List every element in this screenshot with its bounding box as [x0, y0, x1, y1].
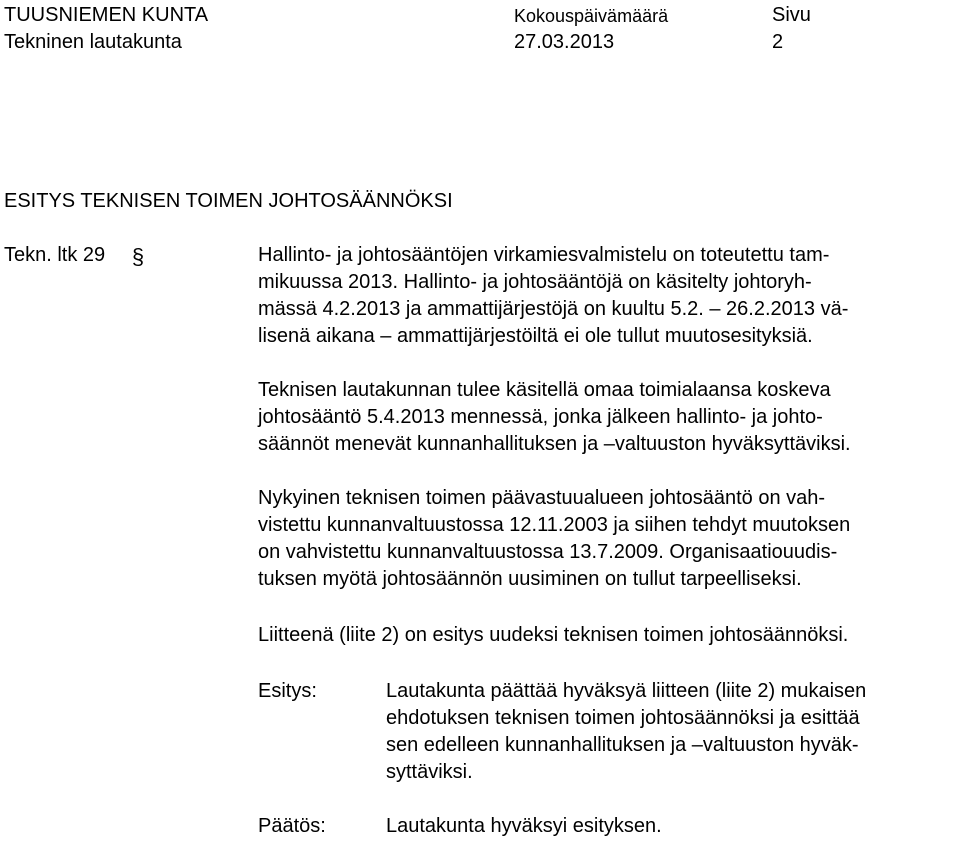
- text-line: lisenä aikana – ammattijärjestöiltä ei ole tullut muutosesityksiä.: [258, 325, 813, 347]
- decision-label: Päätös:: [258, 815, 326, 837]
- document-title: ESITYS TEKNISEN TOIMEN JOHTOSÄÄNNÖKSI: [4, 190, 453, 212]
- text-line: Hallinto- ja johtosääntöjen virkamiesvalmistelu on toteutettu tam-: [258, 244, 830, 266]
- text-line: Nykyinen teknisen toimen päävastuualueen johtosääntö on vah-: [258, 487, 826, 509]
- text-line: säännöt menevät kunnanhallituksen ja –valtuuston hyväksyttäviksi.: [258, 433, 851, 455]
- meeting-date: 27.03.2013: [514, 31, 615, 53]
- date-label: Kokouspäivämäärä: [514, 6, 669, 26]
- text-line: johtosääntö 5.4.2013 mennessä, jonka jälkeen hallinto- ja johto-: [258, 406, 823, 428]
- paragraph-deadline: [258, 377, 958, 458]
- page-label: Sivu: [772, 4, 811, 26]
- section-sign-icon: [130, 243, 146, 271]
- paragraph-current-rules: [258, 485, 958, 593]
- text-line: mässä 4.2.2013 ja ammattijärjestöjä on kuultu 5.2. – 26.2.2013 vä-: [258, 298, 849, 320]
- item-reference: Tekn. ltk 29: [4, 244, 106, 266]
- proposal-text: [386, 678, 866, 786]
- text-line: Liitteenä (liite 2) on esitys uudeksi teknisen toimen johtosäännöksi.: [258, 624, 849, 646]
- text-line: syttäviksi.: [386, 761, 473, 783]
- paragraph-preparation: [258, 242, 958, 350]
- text-line: Lautakunta päättää hyväksyä liitteen (liite 2) mukaisen: [386, 680, 867, 702]
- org-name: TUUSNIEMEN KUNTA: [4, 4, 209, 26]
- text-line: vistettu kunnanvaltuustossa 12.11.2003 ja siihen tehdyt muutoksen: [258, 514, 851, 536]
- paragraph-attachment: [258, 622, 958, 649]
- board-name: Tekninen lautakunta: [4, 31, 182, 53]
- svg-text:§: §: [131, 244, 145, 269]
- text-line: on vahvistettu kunnanvaltuustossa 13.7.2009. Organisaatiouudis-: [258, 541, 838, 563]
- text-line: mikuussa 2013. Hallinto- ja johtosääntöjä on käsitelty johtoryh-: [258, 271, 812, 293]
- decision-text: Lautakunta hyväksyi esityksen.: [386, 815, 662, 837]
- text-line: Teknisen lautakunnan tulee käsitellä omaa toimialaansa koskeva: [258, 379, 831, 401]
- text-line: tuksen myötä johtosäännön uusiminen on tullut tarpeelliseksi.: [258, 568, 802, 590]
- proposal-label: Esitys:: [258, 680, 317, 702]
- page-number: 2: [772, 31, 784, 53]
- text-line: sen edelleen kunnanhallituksen ja –valtuuston hyväk-: [386, 734, 859, 756]
- text-line: ehdotuksen teknisen toimen johtosäännöksi ja esittää: [386, 707, 860, 729]
